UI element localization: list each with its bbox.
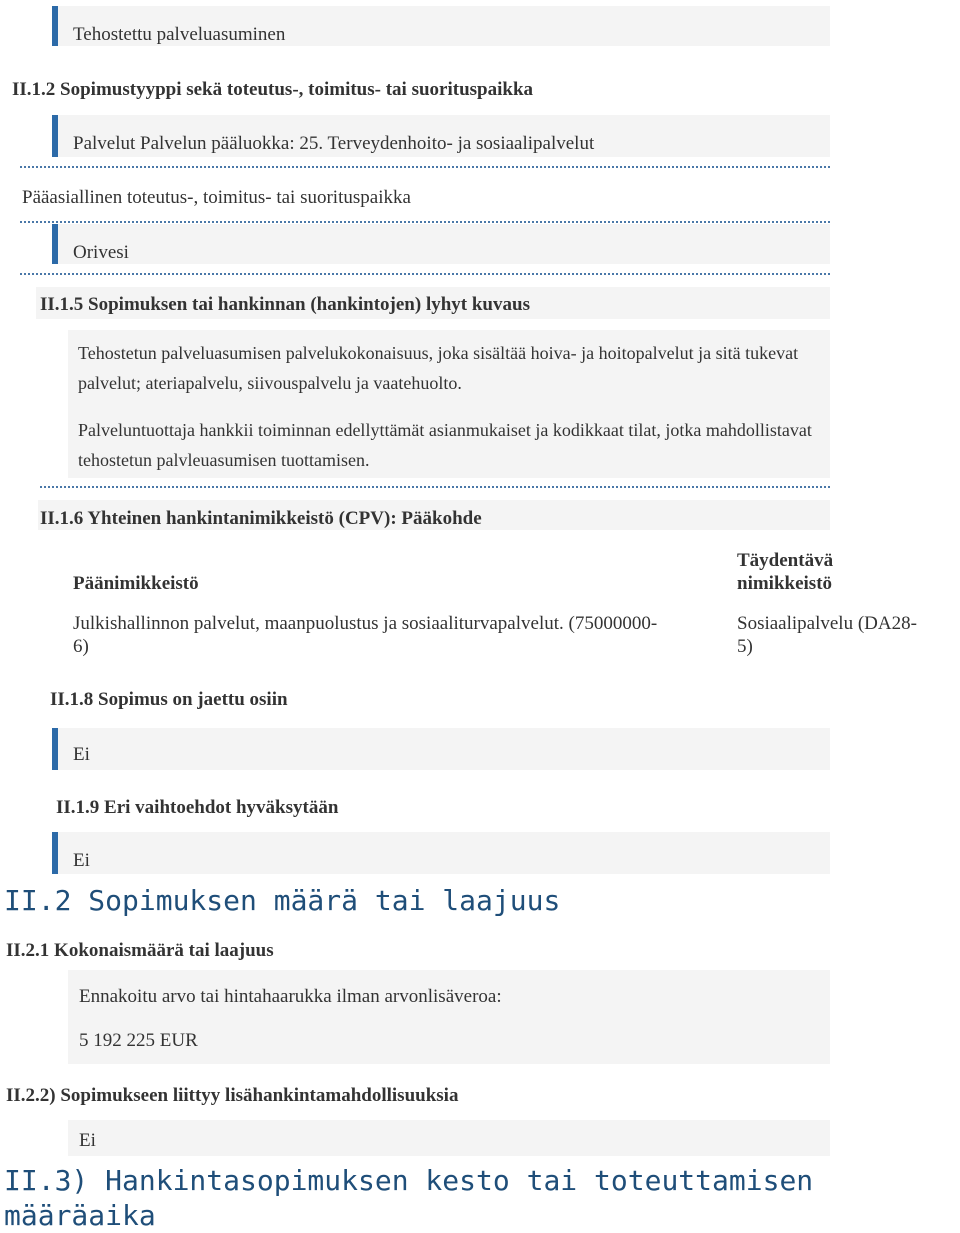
dotted-divider — [20, 273, 830, 275]
cpv-main-code-line2: 6) — [73, 636, 89, 657]
cpv-supplementary-code-line2: 5) — [737, 636, 753, 657]
lots-box — [52, 728, 830, 770]
section-heading-ii-2-1: II.2.1 Kokonaismäärä tai laajuus — [6, 940, 274, 961]
section-heading-ii-1-5: II.1.5 Sopimuksen tai hankinnan (hankintojen) lyhyt kuvaus — [40, 294, 530, 315]
field-marker-bar — [52, 728, 58, 770]
cpv-supplementary-code-line1: Sosiaalipalvelu (DA28- — [737, 613, 917, 634]
description-paragraph-1: Tehostetun palveluasumisen palvelukokonaisuus, joka sisältää hoiva- ja hoitopalvelut ja sitä tukevat palvelut; ateriapalvelu, siivouspalvelu ja vaatehuolto. — [78, 343, 799, 393]
options-box — [68, 1120, 830, 1156]
lots-value: Ei — [73, 744, 90, 765]
dotted-divider — [40, 486, 830, 488]
section-title-ii-3-line2: määräaika — [4, 1199, 156, 1232]
location-value: Orivesi — [73, 242, 129, 263]
location-label: Pääasiallinen toteutus-, toimitus- tai suorituspaikka — [22, 187, 411, 208]
section-heading-ii-2-2: II.2.2) Sopimukseen liittyy lisähankintamahdollisuuksia — [6, 1085, 459, 1106]
category-value: Palvelut Palvelun pääluokka: 25. Terveydenhoito- ja sosiaalipalvelut — [73, 133, 595, 154]
cpv-main-code-line1: Julkishallinnon palvelut, maanpuolustus ja sosiaaliturvapalvelut. (75000000- — [73, 613, 658, 634]
location-box — [52, 224, 830, 264]
cpv-supplementary-column-header-line1: Täydentävä — [737, 550, 834, 571]
section-heading-ii-1-6: II.1.6 Yhteinen hankintanimikkeistö (CPV): Pääkohde — [40, 508, 482, 529]
section-title-ii-3-line1: II.3) Hankintasopimuksen kesto tai toteuttamisen — [4, 1164, 814, 1197]
section-heading-ii-1-8: II.1.8 Sopimus on jaettu osiin — [50, 689, 288, 710]
section-heading-ii-1-9: II.1.9 Eri vaihtoehdot hyväksytään — [56, 797, 339, 818]
dotted-divider — [20, 221, 830, 223]
service-type-value: Tehostettu palveluasuminen — [73, 24, 286, 45]
field-marker-bar — [52, 6, 58, 46]
field-marker-bar — [52, 115, 58, 157]
cpv-supplementary-column-header-line2: nimikkeistö — [737, 573, 833, 594]
section-title-ii-2: II.2 Sopimuksen määrä tai laajuus — [4, 884, 561, 917]
estimated-value-amount: 5 192 225 EUR — [79, 1030, 198, 1051]
variants-value: Ei — [73, 850, 90, 871]
section-heading-ii-1-2: II.1.2 Sopimustyyppi sekä toteutus-, toimitus- tai suorituspaikka — [12, 79, 534, 100]
dotted-divider — [20, 166, 830, 168]
field-marker-bar — [52, 832, 58, 874]
estimated-value-label: Ennakoitu arvo tai hintahaarukka ilman arvonlisäveroa: — [79, 986, 502, 1007]
variants-box — [52, 832, 830, 874]
description-paragraph-2: Palveluntuottaja hankkii toiminnan edellyttämät asianmukaiset ja kodikkaat tilat, jotka mahdollistavat tehostetun palvleuasumisen tuottamisen. — [78, 420, 812, 470]
field-marker-bar — [52, 224, 58, 264]
options-value: Ei — [79, 1130, 96, 1151]
cpv-main-column-header: Päänimikkeistö — [73, 573, 199, 594]
